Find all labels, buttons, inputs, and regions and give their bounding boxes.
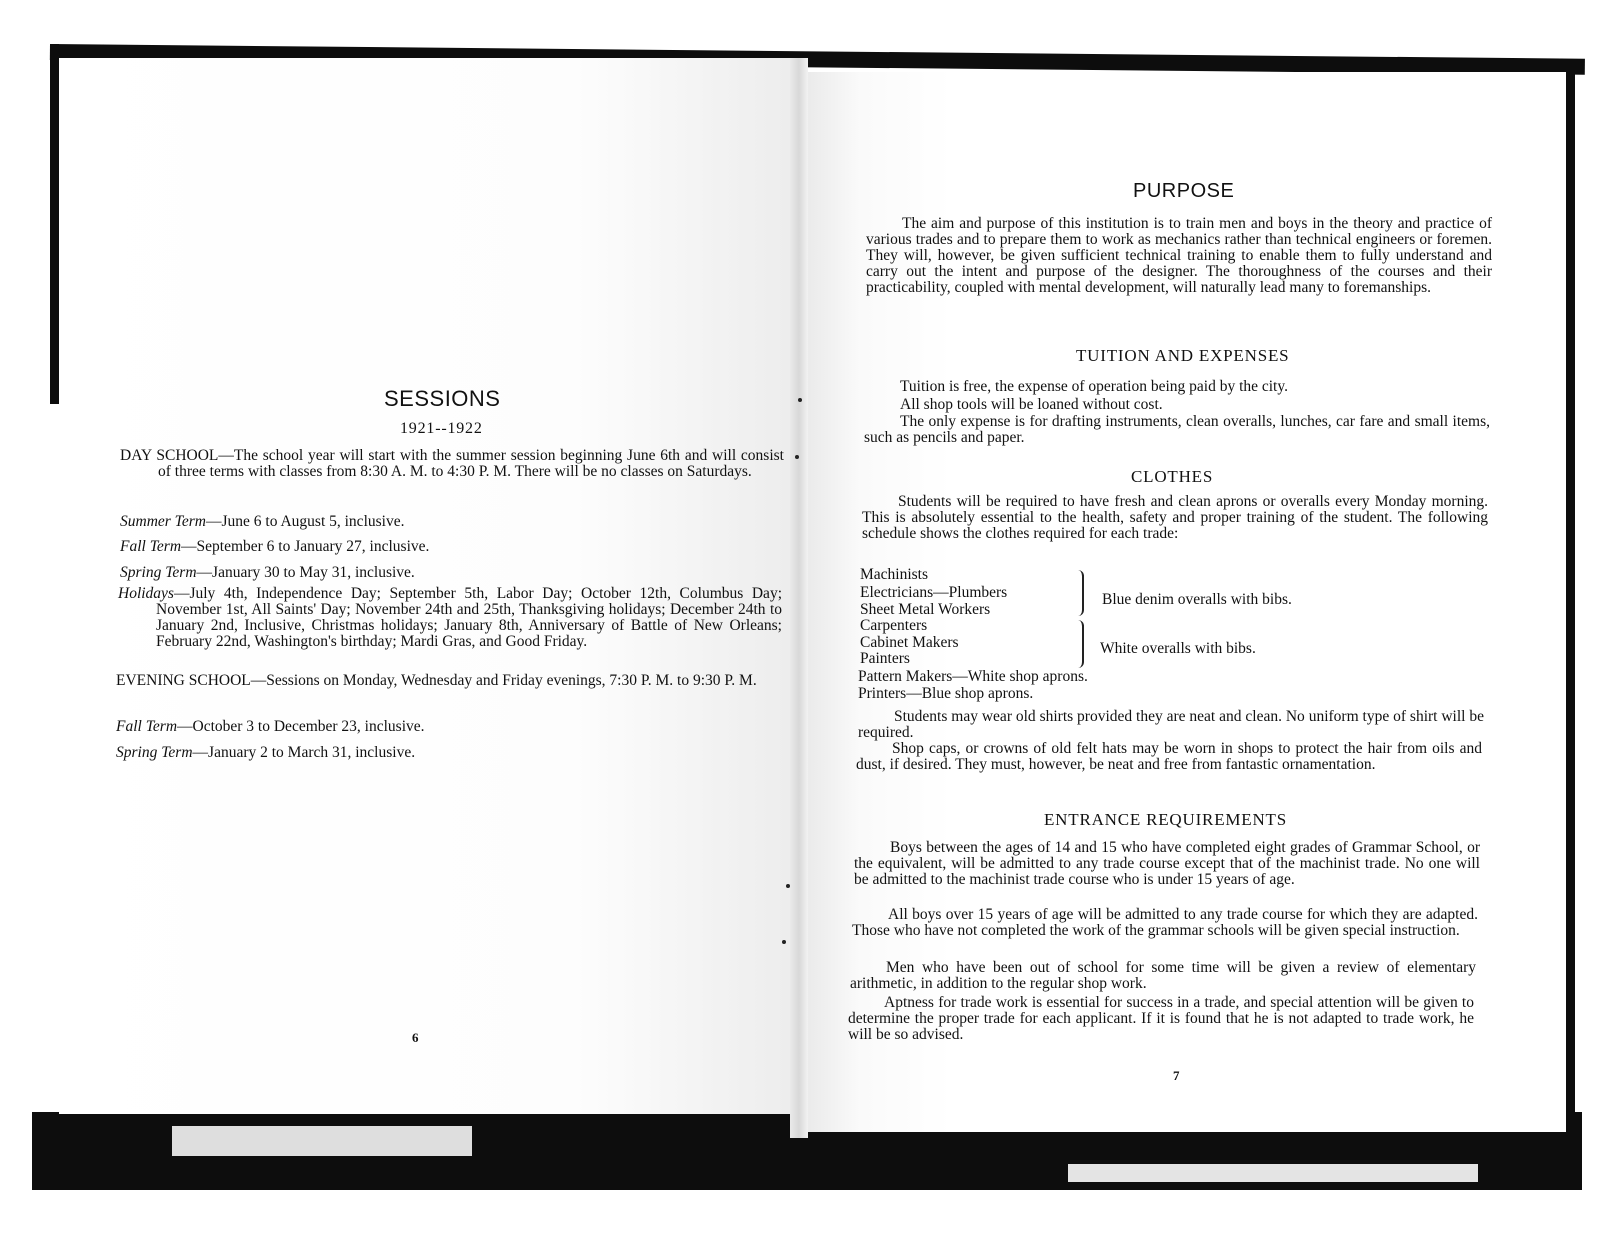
entrance-paragraph-1: Boys between the ages of 14 and 15 who have completed eight grades of Grammar School, or the equivalent, will be admitted to any trade course except that of the machinist trade. No one will be admitted to the machinist trade course who is under 15 years of age. (854, 839, 1480, 888)
evening-spring-dates: —January 2 to March 31, inclusive. (192, 744, 416, 761)
tuition-line-1: Tuition is free, the expense of operation being paid by the city. (900, 378, 1288, 395)
purpose-title: PURPOSE (1133, 180, 1235, 202)
brace-blue (1076, 570, 1084, 616)
fall-term-dates: —September 6 to January 27, inclusive. (181, 538, 430, 555)
evening-fall-term (116, 718, 425, 736)
spring-term-label: Spring Term (120, 564, 197, 581)
evening-fall-label: Fall Term (116, 718, 178, 735)
trade-carpenters: Carpenters (860, 617, 928, 634)
entrance-title: ENTRANCE REQUIREMENTS (1044, 810, 1287, 829)
trade-electricians-plumbers: Electricians—Plumbers (860, 584, 1008, 601)
blue-overalls-text: Blue denim overalls with bibs. (1102, 591, 1292, 608)
day-school-paragraph: DAY SCHOOL—The school year will start with the summer session beginning June 6th and will consist of three terms with classes from 8:30 A. M. to 4:30 P. M. There will be no classes on Saturdays. (120, 447, 784, 480)
sessions-years: 1921--1922 (400, 420, 483, 437)
scan-speck (795, 455, 799, 459)
summer-term-dates: —June 6 to August 5, inclusive. (205, 513, 405, 530)
holidays-label: Holidays (118, 585, 174, 602)
spring-term (120, 564, 415, 582)
entrance-paragraph-2: All boys over 15 years of age will be admitted to any trade course for which they are adapted. Those who have not completed the work of the grammar schools will be given special instruction. (852, 906, 1478, 939)
sessions-title: SESSIONS (384, 386, 501, 411)
scan-speck (786, 884, 790, 888)
shirts-paragraph: Students may wear old shirts provided they are neat and clean. No uniform type of shirt will be required. (858, 708, 1484, 741)
evening-spring-label: Spring Term (116, 744, 193, 761)
page-number-right: 7 (1173, 1068, 1180, 1083)
holidays-text: —July 4th, Independence Day; September 5th, Labor Day; October 12th, Columbus Day; November 1st, All Saints' Day; November 24th and 25th, Thanksgiving holidays; December 24th to January 2nd, Inclusive, Christmas holidays; January 8th, Anniversary of Battle of New Orleans; February 22nd, Washington's birthday; Mardi Gras, and Good Friday. (156, 585, 782, 650)
spring-term-dates: —January 30 to May 31, inclusive. (196, 564, 415, 581)
evening-school-paragraph: EVENING SCHOOL—Sessions on Monday, Wednesday and Friday evenings, 7:30 P. M. to 9:30 P. M. (116, 672, 757, 689)
white-overalls-text: White overalls with bibs. (1100, 640, 1256, 657)
entrance-paragraph-4: Aptness for trade work is essential for success in a trade, and special attention will be given to determine the proper trade for each applicant. If it is found that he is not adapted to trade work, he will be so advised. (848, 994, 1474, 1043)
clothes-intro-paragraph: Students will be required to have fresh and clean aprons or overalls every Monday morning. This is absolutely essential to the health, safety and proper training of the student. The following schedule shows the clothes required for each trade: (862, 493, 1488, 542)
fall-term (120, 538, 429, 556)
trade-painters: Painters (860, 650, 910, 667)
trade-sheet-metal-workers: Sheet Metal Workers (860, 601, 991, 618)
entrance-paragraph-3: Men who have been out of school for some time will be given a review of elementary arithmetic, in addition to the regular shop work. (850, 959, 1476, 992)
fall-term-label: Fall Term (120, 538, 182, 555)
printers-line: Printers—Blue shop aprons. (858, 685, 1034, 702)
scan-speck (782, 940, 786, 944)
clothes-title: CLOTHES (1131, 467, 1214, 486)
scan-strip-left (172, 1126, 472, 1156)
summer-term-label: Summer Term (120, 513, 206, 530)
purpose-paragraph: The aim and purpose of this institution is to train men and boys in the theory and practice of various trades and to prepare them to work as mechanics rather than technical engineers or foremen. They will, however, be given sufficient technical training to enable them to fully understand and carry out the intent and purpose of the designer. The thoroughness of the courses and their practicability, coupled with mental development, will naturally lead many to foremanships. (866, 215, 1492, 296)
scan-speck (798, 398, 802, 402)
page-number-left: 6 (412, 1030, 419, 1045)
tuition-title: TUITION AND EXPENSES (1076, 346, 1290, 365)
scan-border-left (50, 44, 59, 404)
evening-fall-dates: —October 3 to December 23, inclusive. (177, 718, 425, 735)
brace-white (1076, 620, 1084, 668)
caps-paragraph: Shop caps, or crowns of old felt hats may be worn in shops to protect the hair from oils and dust, if desired. They must, however, be neat and free from fantastic ornamentation. (856, 740, 1482, 773)
summer-term (120, 513, 404, 531)
holidays-paragraph (118, 586, 782, 650)
tuition-paragraph-3: The only expense is for drafting instruments, clean overalls, lunches, car fare and small items, such as pencils and paper. (864, 413, 1490, 446)
trade-machinists: Machinists (860, 566, 929, 583)
pattern-makers-line: Pattern Makers—White shop aprons. (858, 668, 1088, 685)
scan-border-right (1566, 70, 1575, 1190)
tuition-line-2: All shop tools will be loaned without cost. (900, 396, 1163, 413)
trade-cabinet-makers: Cabinet Makers (860, 634, 959, 651)
scan-strip-right (1068, 1164, 1478, 1182)
evening-spring-term (116, 744, 415, 762)
book-gutter (790, 58, 808, 1138)
